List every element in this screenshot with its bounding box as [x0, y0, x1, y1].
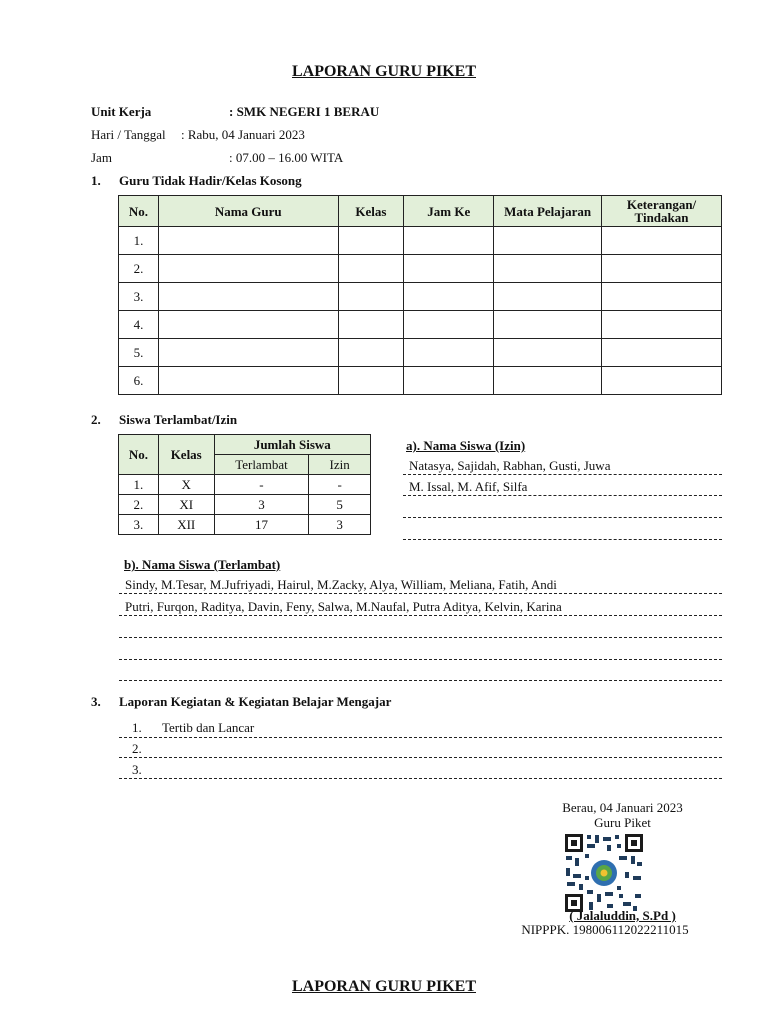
dashed-line [119, 637, 722, 638]
table-row [119, 339, 722, 367]
table-row [119, 475, 371, 495]
qr-code-icon [563, 832, 645, 914]
table-row [119, 227, 722, 255]
unit-label: Unit Kerja [91, 104, 152, 119]
activity-item-text: Tertib dan Lancar [162, 720, 255, 735]
dashed-line [119, 593, 722, 594]
dashed-line [119, 778, 722, 779]
section1-heading: Guru Tidak Hadir/Kelas Kosong [119, 173, 302, 188]
row-number: 5. [119, 339, 159, 367]
terlambat-line-1: Sindy, M.Tesar, M.Jufriyadi, Hairul, M.Zacky, Alya, William, Meliana, Fatih, Andi [125, 577, 557, 592]
table-header-row [119, 196, 722, 227]
row-number: 3. [119, 283, 159, 311]
time-value: : 07.00 – 16.00 WITA [229, 150, 344, 165]
page-title: LAPORAN GURU PIKET [291, 63, 476, 80]
table-row [119, 515, 371, 535]
dashed-line [403, 474, 722, 475]
row-number: 1. [119, 475, 159, 495]
row-number: 4. [119, 311, 159, 339]
izin-line-1: Natasya, Sajidah, Rabhan, Gusti, Juwa [409, 458, 611, 473]
col-mata-pelajaran: Mata Pelajaran [494, 196, 602, 227]
dashed-line [403, 495, 722, 496]
row-terlambat: 3 [214, 495, 309, 515]
dashed-line [403, 539, 722, 540]
dashed-line [403, 517, 722, 518]
col-kelas: Kelas [338, 196, 404, 227]
terlambat-line-2: Putri, Furqon, Raditya, Davin, Feny, Salwa, M.Naufal, Putra Aditya, Kelvin, Karina [125, 599, 562, 614]
row-number: 2. [119, 495, 159, 515]
signature-role: Guru Piket [594, 815, 651, 830]
row-number: 1. [119, 227, 159, 255]
activity-item-number: 2. [132, 741, 142, 756]
col-nama-guru: Nama Guru [158, 196, 338, 227]
section2-number: 2. [91, 412, 101, 427]
col-no: No. [119, 196, 159, 227]
col-jam-ke: Jam Ke [404, 196, 494, 227]
dashed-line [119, 615, 722, 616]
dashed-line [119, 659, 722, 660]
row-kelas: XI [158, 495, 214, 515]
dashed-line [119, 737, 722, 738]
signature-nip: NIPPPK. 198006112022211015 [521, 922, 689, 937]
col-keterangan: Keterangan/ Tindakan [602, 196, 722, 227]
activity-item-number: 1. [132, 720, 142, 735]
dashed-line [119, 680, 722, 681]
col-izin: Izin [309, 455, 371, 475]
section1-number: 1. [91, 173, 101, 188]
row-kelas: XII [158, 515, 214, 535]
section3-heading: Laporan Kegiatan & Kegiatan Belajar Mengajar [119, 694, 392, 709]
late-permit-table [118, 434, 371, 535]
row-terlambat: 17 [214, 515, 309, 535]
row-izin: 5 [309, 495, 371, 515]
day-label: Hari / Tanggal [91, 127, 166, 142]
col-jumlah-siswa: Jumlah Siswa [214, 435, 370, 455]
time-label: Jam [91, 150, 112, 165]
day-value: : Rabu, 04 Januari 2023 [181, 127, 305, 142]
table-row [119, 311, 722, 339]
table-row [119, 495, 371, 515]
unit-value: : SMK NEGERI 1 BERAU [229, 104, 380, 119]
izin-line-2: M. Issal, M. Afif, Silfa [409, 479, 528, 494]
row-terlambat: - [214, 475, 309, 495]
row-izin: 3 [309, 515, 371, 535]
absent-teacher-table [118, 195, 722, 395]
col-kelas: Kelas [158, 435, 214, 475]
izin-heading: a). Nama Siswa (Izin) [406, 438, 526, 453]
table-row [119, 367, 722, 395]
dashed-line [119, 757, 722, 758]
row-kelas: X [158, 475, 214, 495]
next-page-title: LAPORAN GURU PIKET [291, 978, 476, 995]
row-number: 2. [119, 255, 159, 283]
signature-name: ( Jalaluddin, S.Pd ) [569, 908, 676, 923]
section3-number: 3. [91, 694, 101, 709]
col-terlambat: Terlambat [214, 455, 309, 475]
row-number: 6. [119, 367, 159, 395]
section2-heading: Siswa Terlambat/Izin [119, 412, 238, 427]
row-number: 3. [119, 515, 159, 535]
table-row [119, 255, 722, 283]
signature-place-date: Berau, 04 Januari 2023 [562, 800, 683, 815]
terlambat-heading: b). Nama Siswa (Terlambat) [124, 557, 281, 572]
activity-item-number: 3. [132, 762, 142, 777]
row-izin: - [309, 475, 371, 495]
table-row [119, 283, 722, 311]
col-no: No. [119, 435, 159, 475]
